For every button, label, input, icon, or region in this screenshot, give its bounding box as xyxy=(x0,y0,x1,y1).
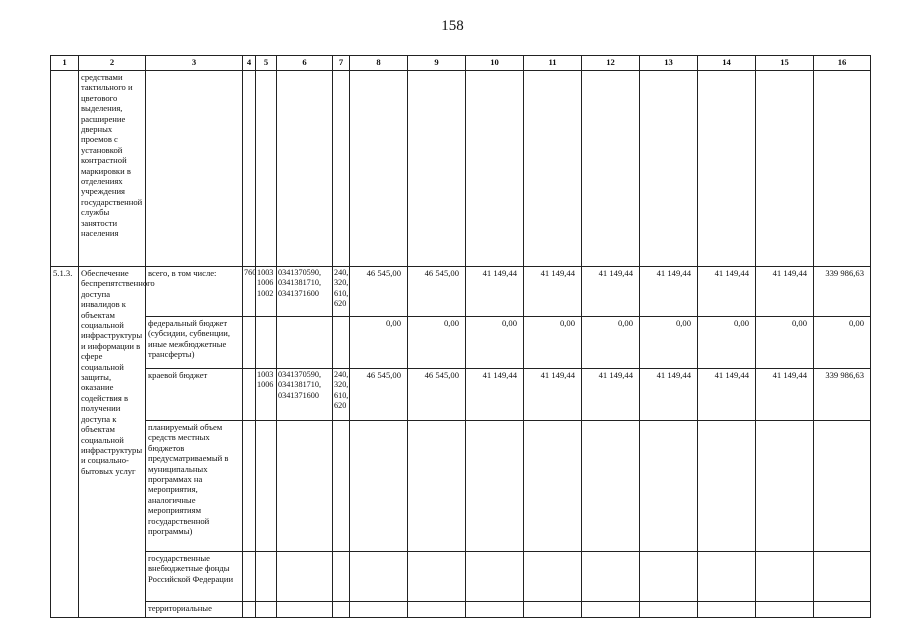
value-cell: 41 149,44 xyxy=(466,267,524,317)
column-header: 3 xyxy=(146,56,243,71)
table-row xyxy=(51,317,871,369)
value-cell: 41 149,44 xyxy=(698,267,756,317)
funding-source: федеральный бюджет (субсидии, субвенции, иные межбюджетные трансферты) xyxy=(146,317,243,369)
value-cell: 0,00 xyxy=(350,317,408,369)
code-col6: 0341370590, 0341381710, 0341371600 xyxy=(277,267,333,317)
column-header: 12 xyxy=(582,56,640,71)
page-number: 158 xyxy=(441,18,464,34)
value-cell: 339 986,63 xyxy=(814,369,871,421)
value-cell: 41 149,44 xyxy=(466,369,524,421)
table-row xyxy=(51,552,871,602)
value-cell: 0,00 xyxy=(582,317,640,369)
value-cell: 46 545,00 xyxy=(350,267,408,317)
code-col7: 240, 320, 610, 620 xyxy=(333,369,350,421)
column-header: 10 xyxy=(466,56,524,71)
table-row xyxy=(51,421,871,552)
continuation-text: средствами тактильного и цветового выделения, расширение дверных проемов с установкой контрастной маркировки в отделениях учреждения государственной службы занятости населения xyxy=(79,71,146,267)
value-cell: 41 149,44 xyxy=(640,267,698,317)
funding-source: краевой бюджет xyxy=(146,369,243,421)
code-col5: 1003 1006 1002 xyxy=(256,267,277,317)
value-cell: 46 545,00 xyxy=(408,267,466,317)
header-row xyxy=(51,56,871,71)
value-cell: 339 986,63 xyxy=(814,267,871,317)
column-header: 8 xyxy=(350,56,408,71)
column-header: 6 xyxy=(277,56,333,71)
column-header: 13 xyxy=(640,56,698,71)
value-cell: 41 149,44 xyxy=(756,267,814,317)
continuation-row xyxy=(51,71,871,267)
column-header: 15 xyxy=(756,56,814,71)
code-col6: 0341370590, 0341381710, 0341371600 xyxy=(277,369,333,421)
column-header: 7 xyxy=(333,56,350,71)
table-row xyxy=(51,369,871,421)
column-header: 1 xyxy=(51,56,79,71)
funding-source: территориальные xyxy=(146,602,243,618)
value-cell: 41 149,44 xyxy=(524,267,582,317)
value-cell: 0,00 xyxy=(640,317,698,369)
code-col7: 240, 320, 610, 620 xyxy=(333,267,350,317)
funding-source: государственные внебюджетные фонды Российской Федерации xyxy=(146,552,243,602)
column-header: 5 xyxy=(256,56,277,71)
value-cell: 0,00 xyxy=(408,317,466,369)
funding-source: всего, в том числе: xyxy=(146,267,243,317)
value-cell: 41 149,44 xyxy=(756,369,814,421)
code-col5: 1003 1006 xyxy=(256,369,277,421)
value-cell: 41 149,44 xyxy=(582,267,640,317)
column-header: 11 xyxy=(524,56,582,71)
value-cell: 0,00 xyxy=(756,317,814,369)
budget-table xyxy=(50,55,871,618)
value-cell: 41 149,44 xyxy=(698,369,756,421)
value-cell: 41 149,44 xyxy=(524,369,582,421)
table-row xyxy=(51,602,871,618)
code-col4: 760 xyxy=(243,267,256,317)
value-cell: 0,00 xyxy=(814,317,871,369)
value-cell: 0,00 xyxy=(524,317,582,369)
value-cell: 46 545,00 xyxy=(350,369,408,421)
value-cell: 41 149,44 xyxy=(640,369,698,421)
column-header: 9 xyxy=(408,56,466,71)
value-cell: 41 149,44 xyxy=(582,369,640,421)
table-row xyxy=(51,267,871,317)
item-name: Обеспечение беспрепятственного доступа инвалидов к объектам социальной инфраструктуры и информации в сфере социальной защиты, оказание содействия в получении доступа к объектам социальной инфраструктуры и социально-бытовых услуг xyxy=(79,267,146,618)
column-header: 14 xyxy=(698,56,756,71)
item-number: 5.1.3. xyxy=(51,267,79,618)
funding-source: планируемый объем средств местных бюджетов предусматриваемый в муниципальных программах на мероприятия, аналогичные мероприятиям государственной программы) xyxy=(146,421,243,552)
value-cell: 46 545,00 xyxy=(408,369,466,421)
column-header: 16 xyxy=(814,56,871,71)
column-header: 2 xyxy=(79,56,146,71)
column-header: 4 xyxy=(243,56,256,71)
value-cell: 0,00 xyxy=(466,317,524,369)
value-cell: 0,00 xyxy=(698,317,756,369)
